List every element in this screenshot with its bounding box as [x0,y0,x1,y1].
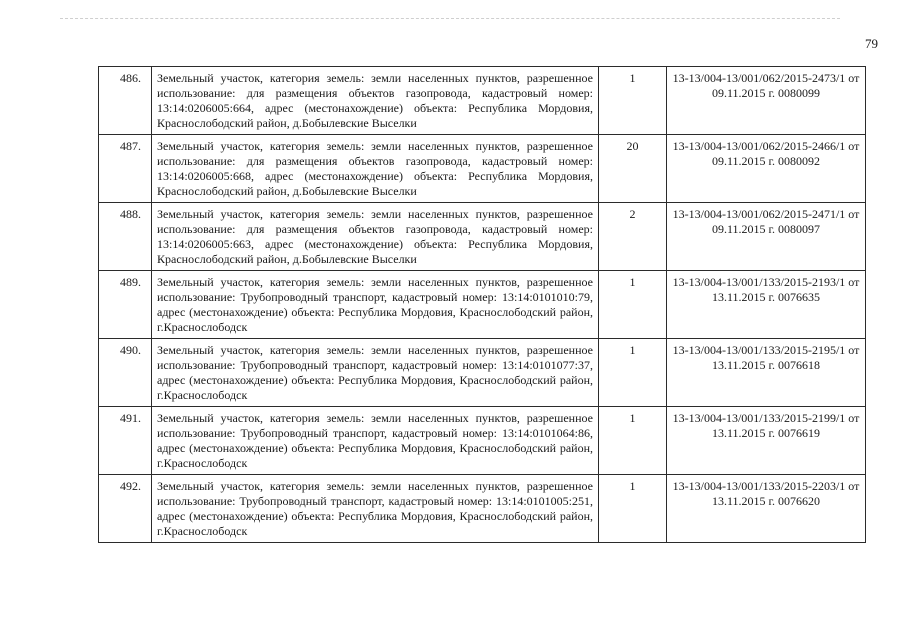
row-registration: 13-13/004-13/001/062/2015-2473/1 от 09.11.2015 г. 0080099 [667,67,866,135]
table-row [99,271,866,339]
row-number: 490. [99,339,152,407]
row-number: 487. [99,135,152,203]
table-row [99,407,866,475]
row-area: 1 [599,271,667,339]
table-row [99,339,866,407]
row-registration: 13-13/004-13/001/133/2015-2195/1 от 13.11.2015 г. 0076618 [667,339,866,407]
row-area: 1 [599,475,667,543]
table-row [99,135,866,203]
row-area: 20 [599,135,667,203]
row-number: 486. [99,67,152,135]
row-area: 1 [599,339,667,407]
row-number: 489. [99,271,152,339]
row-description: Земельный участок, категория земель: земли населенных пунктов, разрешенное использование: для размещения объектов газопровода, кадастровый номер: 13:14:0206005:668, адрес (местонахождение) объекта: Республика Мордовия, Краснослободский район, д.Бобылевские Выселки [152,135,599,203]
table-row [99,67,866,135]
row-number: 492. [99,475,152,543]
row-description: Земельный участок, категория земель: земли населенных пунктов, разрешенное использование: Трубопроводный транспорт, кадастровый номер: 13:14:0101064:86, адрес (местонахождение) объекта: Республика Мордовия, Краснослободский район, г.Краснослободск [152,407,599,475]
row-registration: 13-13/004-13/001/133/2015-2193/1 от 13.11.2015 г. 0076635 [667,271,866,339]
row-description: Земельный участок, категория земель: земли населенных пунктов, разрешенное использование: Трубопроводный транспорт, кадастровый номер: 13:14:0101077:37, адрес (местонахождение) объекта: Республика Мордовия, Краснослободский район, г.Краснослободск [152,339,599,407]
row-description: Земельный участок, категория земель: земли населенных пунктов, разрешенное использование: для размещения объектов газопровода, кадастровый номер: 13:14:0206005:663, адрес (местонахождение) объекта: Республика Мордовия, Краснослободский район, д.Бобылевские Выселки [152,203,599,271]
row-registration: 13-13/004-13/001/133/2015-2199/1 от 13.11.2015 г. 0076619 [667,407,866,475]
row-area: 2 [599,203,667,271]
row-number: 491. [99,407,152,475]
row-registration: 13-13/004-13/001/062/2015-2466/1 от 09.11.2015 г. 0080092 [667,135,866,203]
row-number: 488. [99,203,152,271]
row-registration: 13-13/004-13/001/133/2015-2203/1 от 13.11.2015 г. 0076620 [667,475,866,543]
property-registry-table [98,66,866,543]
row-registration: 13-13/004-13/001/062/2015-2471/1 от 09.11.2015 г. 0080097 [667,203,866,271]
row-description: Земельный участок, категория земель: земли населенных пунктов, разрешенное использование: для размещения объектов газопровода, кадастровый номер: 13:14:0206005:664, адрес (местонахождение) объекта: Республика Мордовия, Краснослободский район, д.Бобылевские Выселки [152,67,599,135]
table-row [99,475,866,543]
page-number: 79 [865,36,878,51]
row-area: 1 [599,407,667,475]
row-description: Земельный участок, категория земель: земли населенных пунктов, разрешенное использование: Трубопроводный транспорт, кадастровый номер: 13:14:0101010:79, адрес (местонахождение) объекта: Республика Мордовия, Краснослободский район, г.Краснослободск [152,271,599,339]
scan-artifact-line [60,18,840,20]
row-area: 1 [599,67,667,135]
table-row [99,203,866,271]
row-description: Земельный участок, категория земель: земли населенных пунктов, разрешенное использование: Трубопроводный транспорт, кадастровый номер: 13:14:0101005:251, адрес (местонахождение) объекта: Республика Мордовия, Краснослободский район, г.Краснослободск [152,475,599,543]
